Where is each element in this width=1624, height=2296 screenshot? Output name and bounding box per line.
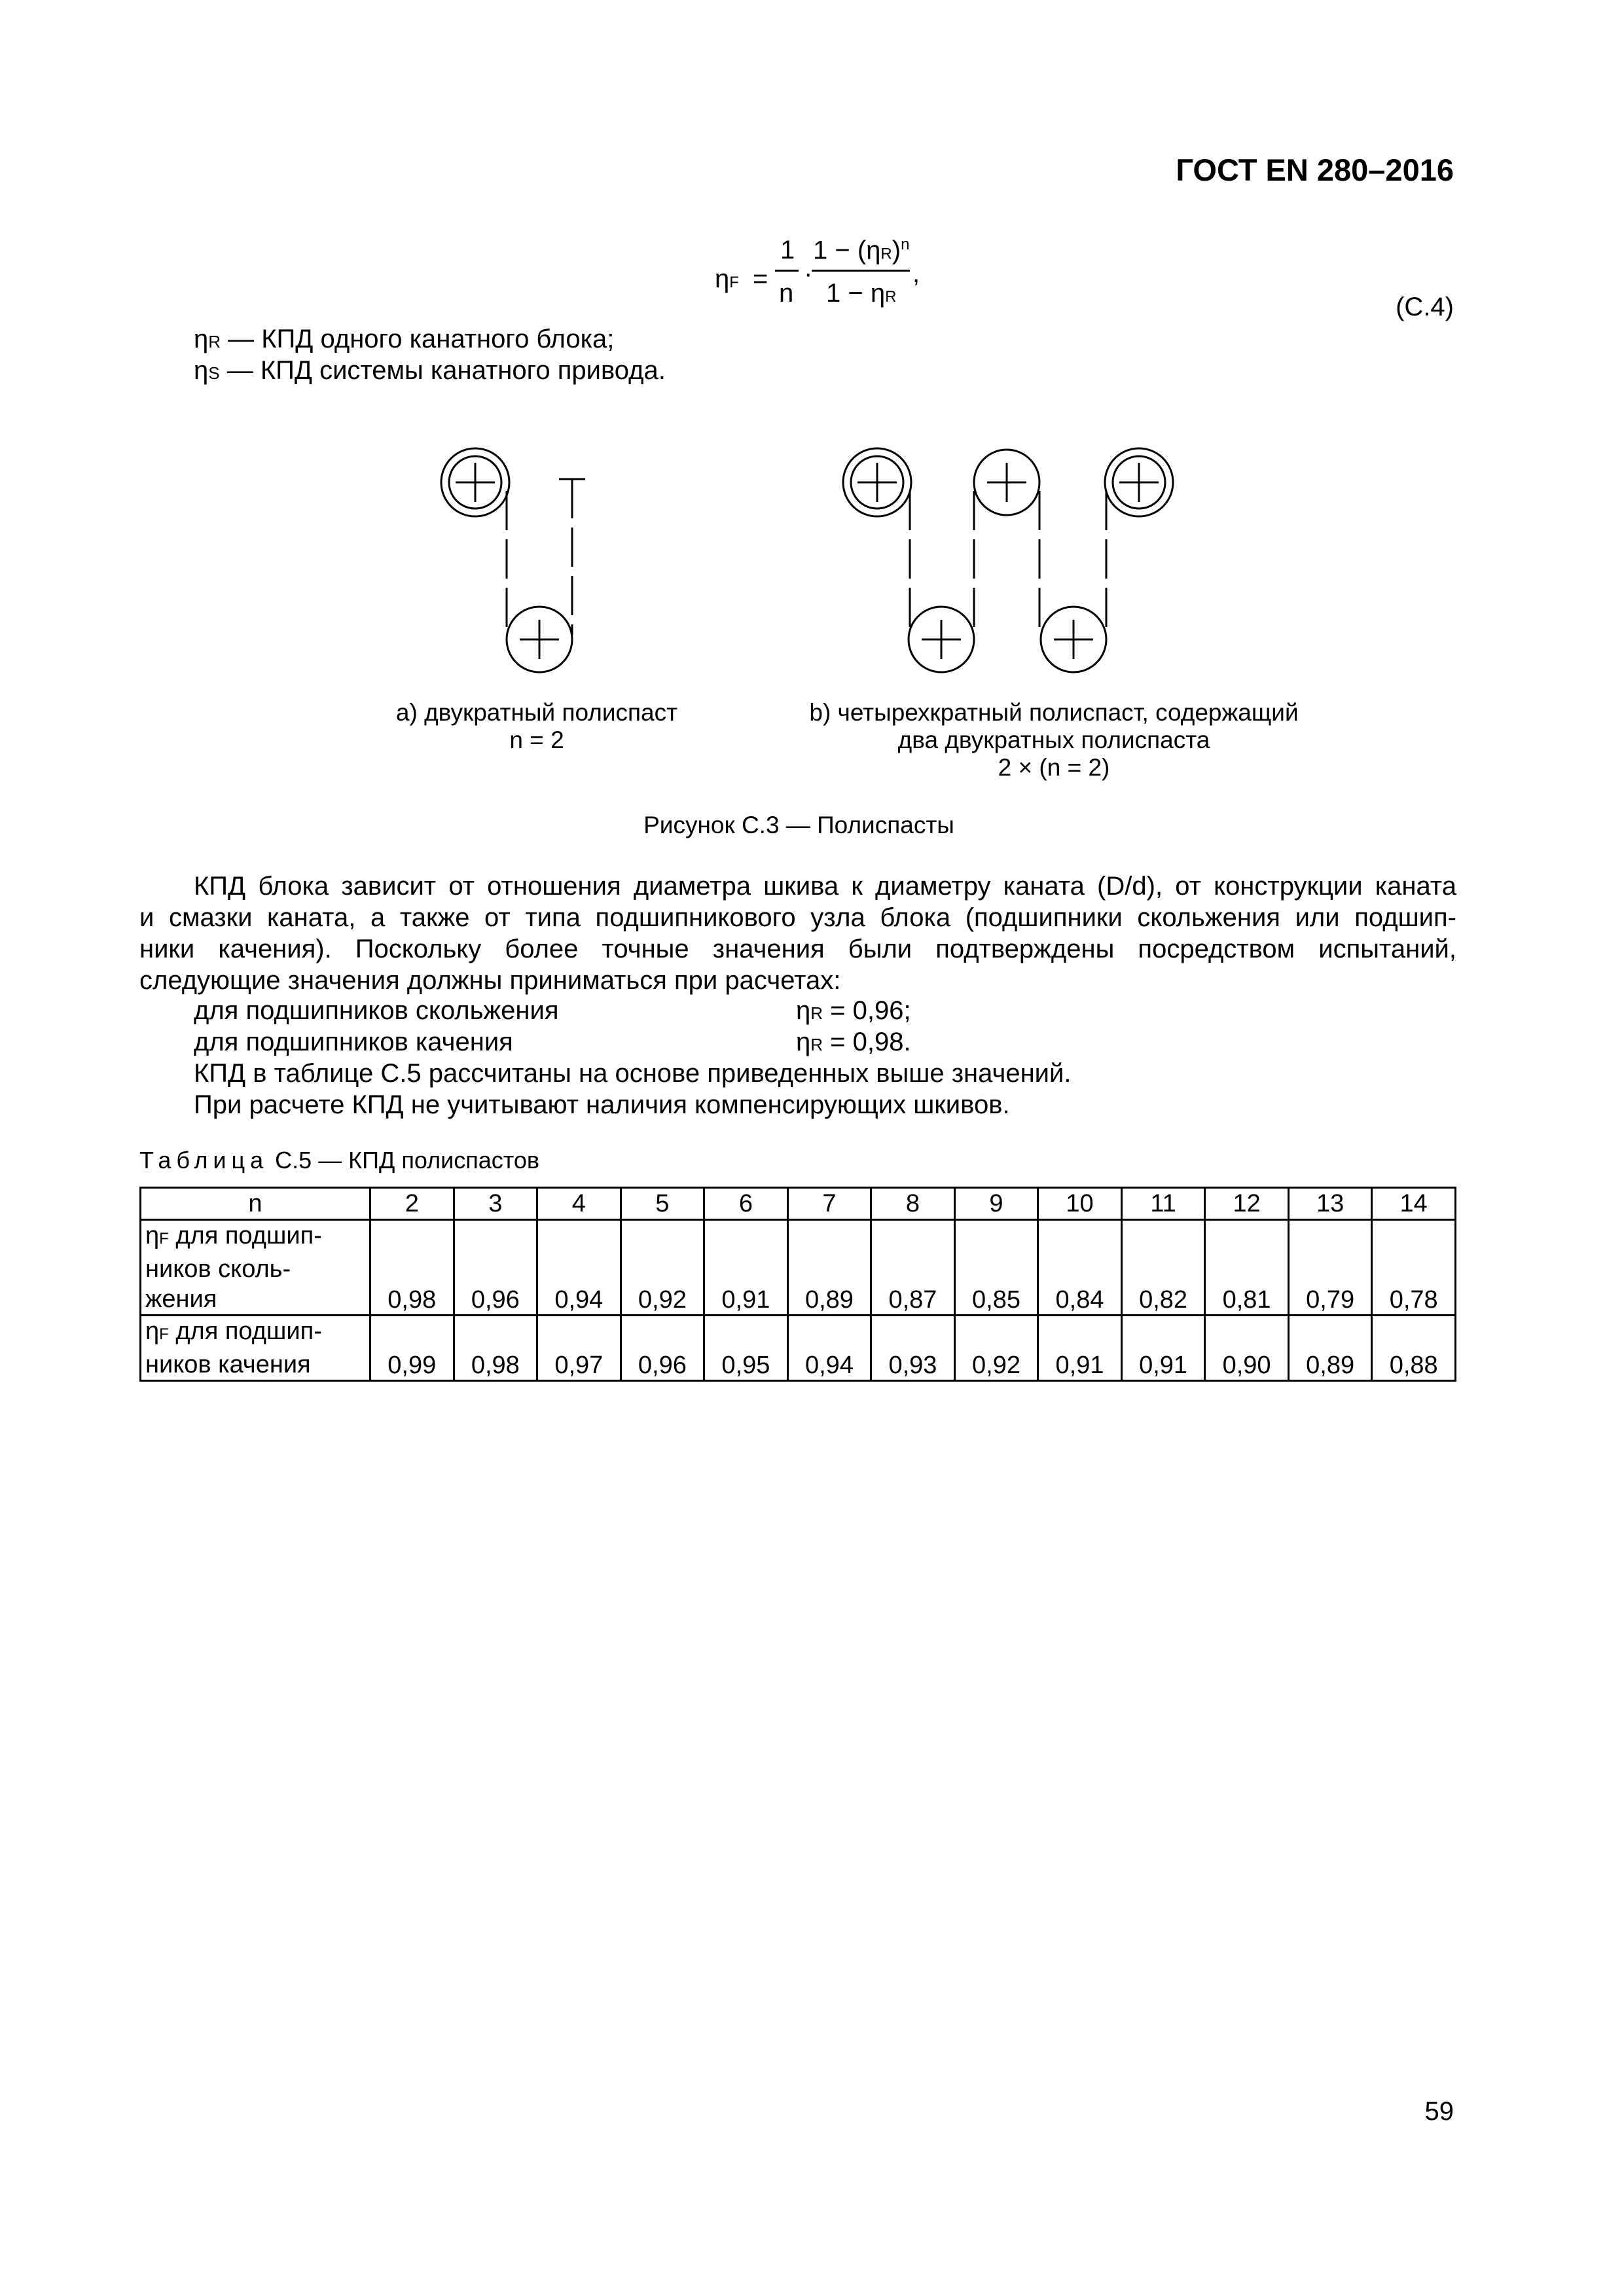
formula-comma: , xyxy=(912,259,920,288)
efficiency-table xyxy=(139,1187,1456,1382)
table-cell: 0,89 xyxy=(787,1220,871,1316)
figure-pulley-systems xyxy=(0,419,1624,681)
table-cell: 0,93 xyxy=(871,1316,955,1381)
para-line: ники качения). Поскольку более точные значения были подтверждены посредством испытаний, xyxy=(139,935,1456,963)
table-header-cell: 13 xyxy=(1288,1188,1372,1220)
table-cell: 0,94 xyxy=(787,1316,871,1381)
table-cell: 0,87 xyxy=(871,1220,955,1316)
para-line: и смазки каната, а также от типа подшипникового узла блока (подшипники скольжения или подшип- xyxy=(139,903,1456,932)
sliding-bearing-value: ηR = 0,96; xyxy=(796,996,911,1025)
rolling-bearing-label: для подшипников качения xyxy=(194,1028,513,1056)
body-paragraph xyxy=(139,870,1456,996)
table-cell: 0,79 xyxy=(1288,1220,1372,1316)
table-cell: 0,97 xyxy=(537,1316,621,1381)
table-cell: 0,82 xyxy=(1121,1220,1205,1316)
table-cell: 0,96 xyxy=(621,1316,704,1381)
rolling-bearing-value: ηR = 0,98. xyxy=(796,1028,911,1056)
formula-lhs: ηF xyxy=(715,264,739,293)
table-header-row xyxy=(141,1188,1456,1220)
movable-pulley-icon xyxy=(909,607,974,672)
table-cell: 0,89 xyxy=(1288,1316,1372,1381)
formula-n: n xyxy=(779,279,794,308)
table-header-cell: 9 xyxy=(954,1188,1038,1220)
table-header-cell: 4 xyxy=(537,1188,621,1220)
table-cell: 0,95 xyxy=(704,1316,788,1381)
pulley-system-a xyxy=(441,448,585,672)
fixed-pulley-icon xyxy=(843,448,911,516)
row-label-rolling: ηF для подшип- ников качения xyxy=(141,1316,370,1381)
para-line: следующие значения должны приниматься при расчетах: xyxy=(139,966,841,995)
table-cell: 0,98 xyxy=(454,1316,537,1381)
table-cell: 0,88 xyxy=(1372,1316,1456,1381)
row-label-sliding: ηF для подшип- ников сколь- жения xyxy=(141,1220,370,1316)
table-cell: 0,91 xyxy=(704,1220,788,1316)
table-cell: 0,90 xyxy=(1205,1316,1289,1381)
table-cell: 0,94 xyxy=(537,1220,621,1316)
figure-b-label: b) четырехкратный полиспаст, содержащий два двукратных полиспаста 2 × (n = 2) xyxy=(809,699,1299,781)
table-cell: 0,81 xyxy=(1205,1220,1289,1316)
sliding-bearing-label: для подшипников скольжения xyxy=(194,996,559,1025)
fraction-bar-2 xyxy=(812,270,910,272)
fixed-pulley-icon xyxy=(441,448,509,516)
definition-eta-s: ηS — КПД системы канатного привода. xyxy=(194,356,666,385)
definition-eta-r: ηR — КПД одного канатного блока; xyxy=(194,325,615,353)
table-cell: 0,99 xyxy=(370,1316,454,1381)
table-header-cell: 8 xyxy=(871,1188,955,1220)
table-row xyxy=(141,1220,1456,1316)
table-header-cell: 14 xyxy=(1372,1188,1456,1220)
equation-number: (C.4) xyxy=(1396,293,1454,321)
table-header-cell: 6 xyxy=(704,1188,788,1220)
page-number: 59 xyxy=(1424,2097,1454,2126)
table-header-cell: 2 xyxy=(370,1188,454,1220)
table-cell: 0,78 xyxy=(1372,1220,1456,1316)
table-header-cell: n xyxy=(141,1188,370,1220)
formula-c4 xyxy=(715,236,924,321)
table-header-cell: 11 xyxy=(1121,1188,1205,1220)
formula-denominator: 1 − ηR xyxy=(826,279,897,308)
figure-caption: Рисунок С.3 — Полиспасты xyxy=(643,812,954,838)
fixed-pulley-icon xyxy=(1105,448,1173,516)
pulley-system-b xyxy=(843,448,1173,672)
movable-pulley-icon xyxy=(1041,607,1106,672)
table-cell: 0,98 xyxy=(370,1220,454,1316)
figure-a-label: a) двукратный полиспаст n = 2 xyxy=(395,699,678,753)
table-title: Таблица С.5 — КПД полиспастов xyxy=(139,1147,539,1174)
table-header-cell: 7 xyxy=(787,1188,871,1220)
movable-pulley-icon xyxy=(507,607,572,672)
table-cell: 0,91 xyxy=(1121,1316,1205,1381)
para-line: КПД в таблице С.5 рассчитаны на основе приведенных выше значений. xyxy=(194,1059,1072,1088)
table-header-cell: 10 xyxy=(1038,1188,1122,1220)
table-cell: 0,92 xyxy=(954,1316,1038,1381)
table-cell: 0,92 xyxy=(621,1220,704,1316)
table-cell: 0,91 xyxy=(1038,1316,1122,1381)
fraction-bar-1 xyxy=(775,270,799,272)
formula-numerator: $1 - (\eta R)^n$ xyxy=(813,236,910,265)
document-id: ГОСТ EN 280–2016 xyxy=(1176,152,1454,187)
table-cell: 0,84 xyxy=(1038,1220,1122,1316)
table-cell: 0,96 xyxy=(454,1220,537,1316)
table-row xyxy=(141,1316,1456,1381)
formula-equals: = xyxy=(753,264,768,293)
table-header-cell: 3 xyxy=(454,1188,537,1220)
table-header-cell: 12 xyxy=(1205,1188,1289,1220)
table-cell: 0,85 xyxy=(954,1220,1038,1316)
center-pulley-icon xyxy=(974,450,1039,515)
para-line: При расчете КПД не учитывают наличия компенсирующих шкивов. xyxy=(194,1090,1010,1119)
formula-one: 1 xyxy=(780,236,795,264)
formula-dot: · xyxy=(804,259,813,288)
table-header-cell: 5 xyxy=(621,1188,704,1220)
para-line: КПД блока зависит от отношения диаметра шкива к диаметру каната (D/d), от конструкции каната xyxy=(194,872,1456,901)
